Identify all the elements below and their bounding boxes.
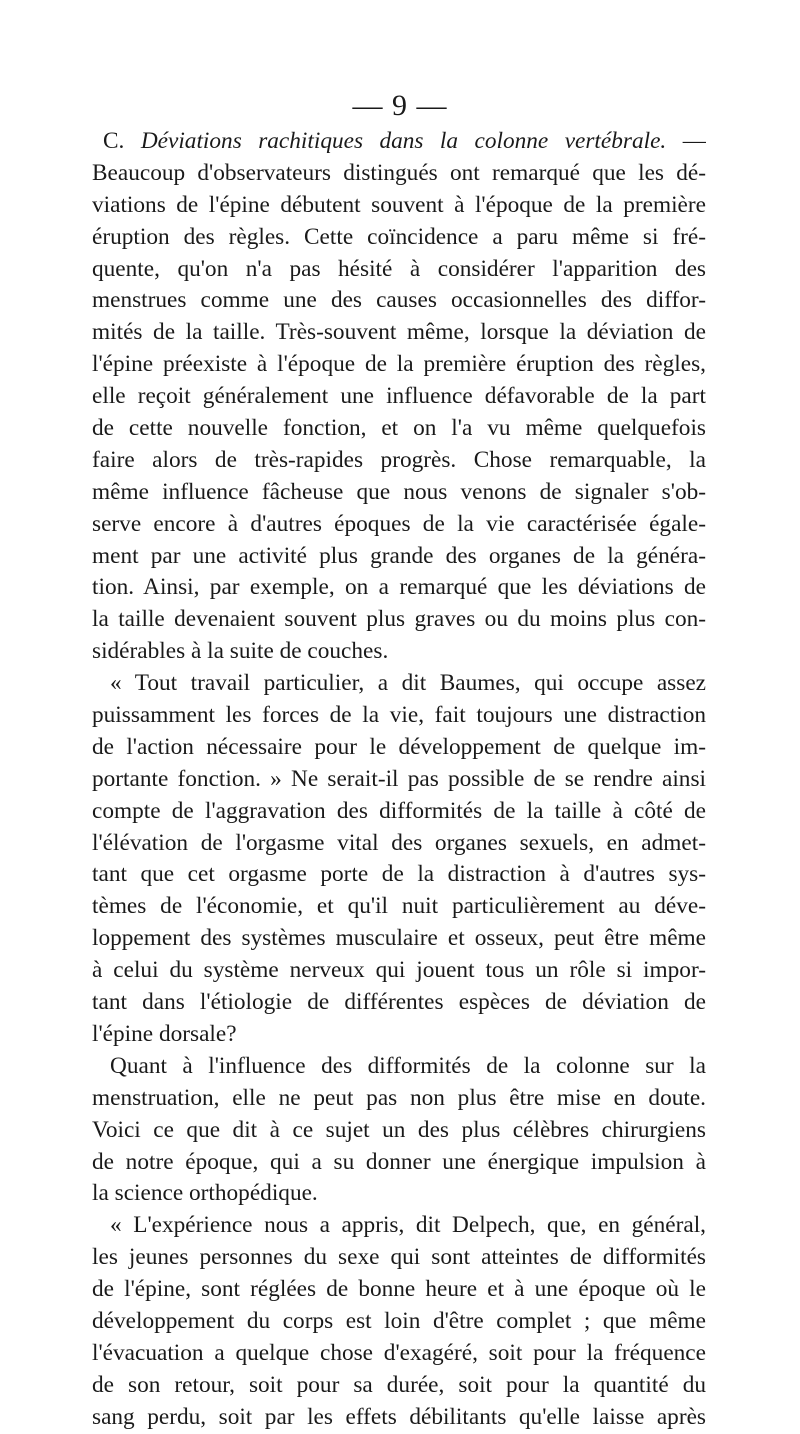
text-line: Beaucoup d'observateurs distingués ont remarqué que les dé- xyxy=(92,159,706,186)
text-line: l'élévation de l'orgasme vital des organes sexuels, en admet- xyxy=(92,829,706,856)
text-line: viations de l'épine débutent souvent à l'époque de la première xyxy=(92,191,706,218)
text-line: la science orthopédique. xyxy=(92,1180,318,1207)
text-line: menstrues comme une des causes occasionnelles des diffor- xyxy=(92,287,706,314)
text-line: ment par une activité plus grande des organes de la généra- xyxy=(92,542,706,569)
text-line: mités de la taille. Très-souvent même, lorsque la déviation de xyxy=(92,319,706,346)
text-line: l'épine dorsale? xyxy=(92,1020,237,1047)
heading-line xyxy=(92,126,706,158)
text-line: « L'expérience nous a appris, dit Delpech, que, en général, xyxy=(110,1212,706,1239)
text-line: les jeunes personnes du sexe qui sont atteintes de difformités xyxy=(92,1244,706,1271)
text-line: tion. Ainsi, par exemple, on a remarqué que les déviations de xyxy=(92,574,706,601)
text-line: menstruation, elle ne peut pas non plus être mise en doute. xyxy=(92,1084,706,1111)
text-line: de notre époque, qui a su donner une énergique impulsion à xyxy=(92,1148,706,1175)
section-label: C. xyxy=(103,128,125,154)
text-line: loppement des systèmes musculaire et osseux, peut être même xyxy=(92,925,706,952)
text-line: de son retour, soit pour sa durée, soit pour la quantité du xyxy=(92,1371,706,1398)
text-line: Quant à l'influence des difformités de la colonne sur la xyxy=(110,1052,706,1079)
text-line: sidérables à la suite de couches. xyxy=(92,638,389,665)
text-line: « Tout travail particulier, a dit Baumes, qui occupe assez xyxy=(110,670,706,697)
text-line: de l'action nécessaire pour le développement de quelque im- xyxy=(92,733,706,760)
text-line: elle reçoit généralement une influence défavorable de la part xyxy=(92,383,706,410)
text-line: portante fonction. » Ne serait-il pas possible de se rendre ainsi xyxy=(92,765,706,792)
text-line: éruption des règles. Cette coïncidence a paru même si fré- xyxy=(92,223,706,250)
text-line: tant que cet orgasme porte de la distraction à d'autres sys- xyxy=(92,861,706,888)
text-line: l'évacuation a quelque chose d'exagéré, soit pour la fréquence xyxy=(92,1339,706,1366)
text-line: faire alors de très-rapides progrès. Chose remarquable, la xyxy=(92,446,706,473)
text-line: quente, qu'on n'a pas hésité à considérer l'apparition des xyxy=(92,255,706,282)
text-line: compte de l'aggravation des difformités de la taille à côté de xyxy=(92,797,706,824)
text-line: développement du corps est loin d'être complet ; que même xyxy=(92,1307,706,1334)
text-line: de l'épine, sont réglées de bonne heure et à une époque où le xyxy=(92,1276,706,1303)
text-line: de cette nouvelle fonction, et on l'a vu même quelquefois xyxy=(92,415,706,442)
page-number: — 9 — xyxy=(352,89,448,122)
section-title: Déviations rachitiques dans la colonne vertébrale. xyxy=(140,128,667,154)
text-line: puissamment les forces de la vie, fait toujours une distraction xyxy=(92,702,706,729)
text-line: à celui du système nerveux qui jouent tous un rôle si impor- xyxy=(92,957,706,984)
text-line: l'épine préexiste à l'époque de la première éruption des règles, xyxy=(92,351,706,378)
text-line: — xyxy=(666,128,706,154)
text-line: tèmes de l'économie, et qu'il nuit particulièrement au déve- xyxy=(92,893,706,920)
text-line: tant dans l'étiologie de différentes espèces de déviation de xyxy=(92,989,706,1016)
text-line: serve encore à d'autres époques de la vie caractérisée égale- xyxy=(92,510,706,537)
text-line: même influence fâcheuse que nous venons de signaler s'ob- xyxy=(92,478,706,505)
text-line: la taille devenaient souvent plus graves ou du moins plus con- xyxy=(92,606,706,633)
text-line: sang perdu, soit par les effets débilitants qu'elle laisse après xyxy=(92,1403,706,1430)
body-text xyxy=(92,126,706,1434)
text-line: Voici ce que dit à ce sujet un des plus célèbres chirurgiens xyxy=(92,1116,706,1143)
